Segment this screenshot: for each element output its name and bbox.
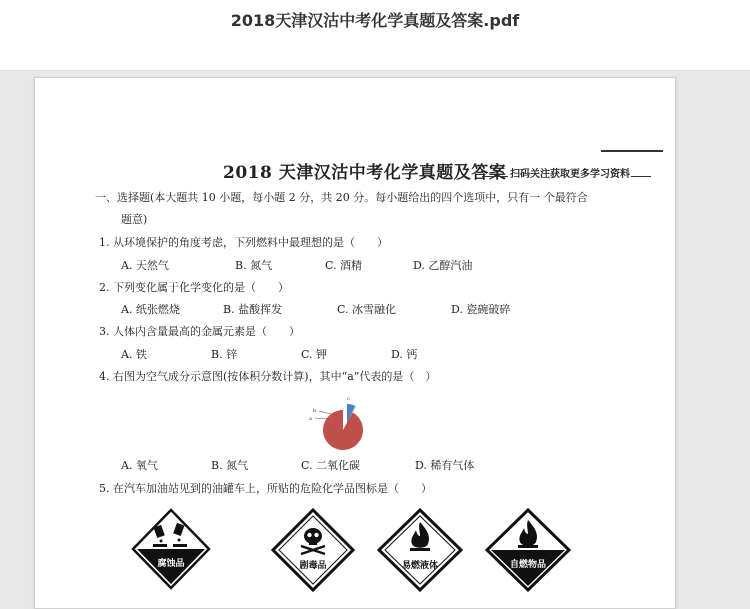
pie-label-c: c — [347, 396, 350, 402]
toxic-hazard-sign — [271, 508, 355, 592]
question-5: 5. 在汽车加油站见到的油罐车上，所贴的危险化学品图标是（ ） — [99, 482, 432, 495]
qr-note: 扫码关注获取更多学习资料 — [510, 169, 630, 180]
corner-mark — [601, 150, 663, 156]
pie-leader-b — [319, 411, 331, 414]
title-rule — [482, 176, 508, 177]
qr-rule — [631, 176, 651, 177]
q2-option-a: A. 纸张燃烧 — [121, 303, 180, 316]
question-1: 1. 从环境保护的角度考虑，下列燃料中最理想的是（ ） — [99, 236, 388, 249]
q3-option-b: B. 锌 — [211, 348, 238, 361]
question-3: 3. 人体内含量最高的金属元素是（ ） — [99, 325, 300, 338]
hazard-label-1: 腐蚀品 — [157, 559, 185, 569]
q2-option-d: D. 瓷碗破碎 — [451, 303, 511, 316]
flammable-liquid-hazard-sign — [377, 508, 463, 592]
page-title: 2018 天津汉沽中考化学真题及答案 — [223, 163, 507, 183]
q1-option-a: A. 天然气 — [121, 259, 169, 272]
hazard-label-3: 易燃液体 — [401, 561, 439, 571]
document-page — [34, 77, 676, 609]
file-title: 2018天津汉沽中考化学真题及答案.pdf — [230, 11, 520, 30]
corrosive-hazard-sign — [131, 508, 211, 590]
q1-option-d: D. 乙醇汽油 — [413, 259, 473, 272]
q3-option-c: C. 钾 — [301, 348, 328, 361]
q4-option-a: A. 氧气 — [121, 459, 158, 472]
q1-option-c: C. 酒精 — [325, 259, 363, 272]
question-2: 2. 下列变化属于化学变化的是（ ） — [99, 281, 289, 294]
question-4: 4. 右图为空气成分示意图(按体积分数计算)，其中“a”代表的是（ ） — [99, 370, 437, 383]
section-heading: 一、选择题(本大题共 10 小题，每小题 2 分，共 20 分。每小题给出的四个选项中，只有一 个最符合 — [95, 191, 588, 204]
q4-option-d: D. 稀有气体 — [415, 459, 475, 472]
q4-option-b: B. 氮气 — [211, 459, 249, 472]
q2-option-c: C. 冰雪融化 — [337, 303, 397, 316]
air-composition-pie — [305, 396, 367, 454]
pie-slice-a — [323, 410, 363, 450]
spontaneous-combustion-hazard-sign — [485, 508, 571, 592]
section-heading-cont: 题意) — [121, 213, 148, 226]
hazard-label-4: 自燃物品 — [509, 560, 547, 570]
q4-option-c: C. 二氧化碳 — [301, 459, 361, 472]
q2-option-b: B. 盐酸挥发 — [223, 303, 283, 316]
pie-label-b: b — [313, 408, 317, 414]
q1-option-b: B. 氮气 — [235, 259, 273, 272]
viewer-header — [0, 0, 750, 71]
q3-option-a: A. 铁 — [121, 348, 147, 361]
hazard-label-2: 剧毒品 — [299, 561, 327, 571]
pie-label-a: a — [309, 416, 312, 422]
q3-option-d: D. 钙 — [391, 348, 418, 361]
